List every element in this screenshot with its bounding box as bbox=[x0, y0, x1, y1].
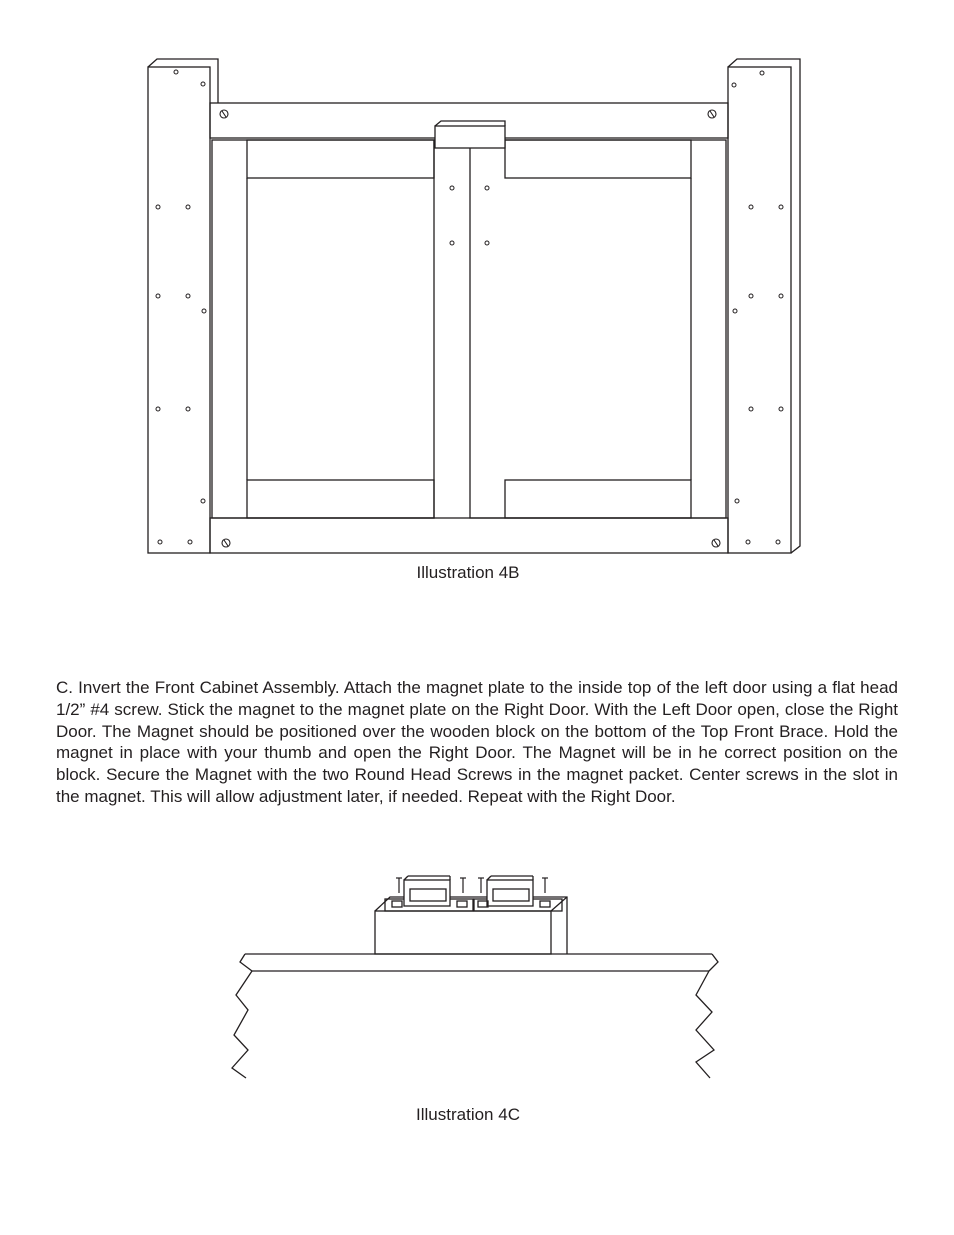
left-door bbox=[212, 140, 434, 518]
magnet-left bbox=[385, 876, 473, 911]
brace-board bbox=[232, 954, 718, 1078]
step-c-instructions: C. Invert the Front Cabinet Assembly. Attach the magnet plate to the inside top of the left door using a flat head 1/2” #4 screw. Stick the magnet to the magnet plate on the Right Door. With the Left Door open, close the Right Door. The Magnet should be positioned over the wooden block on the bottom of the Top Front Brace. Hold the magnet in place with your thumb and open the Right Door. The Magnet will be in he correct position on the block. Secure the Magnet with the two Round Head Screws in the magnet packet. Center screws in the slot in the magnet. This will allow adjustment later, if needed. Repeat with the Right Door. bbox=[56, 678, 898, 806]
illustration-4b-caption: Illustration 4B bbox=[416, 563, 520, 582]
right-door bbox=[470, 140, 726, 518]
magnet-right bbox=[474, 876, 562, 911]
bottom-brace bbox=[210, 518, 728, 553]
magnet-installation-drawing bbox=[0, 868, 954, 1083]
wooden-block bbox=[435, 121, 505, 148]
illustration-4c-caption: Illustration 4C bbox=[416, 1105, 520, 1124]
right-post bbox=[728, 59, 800, 553]
left-post bbox=[148, 59, 218, 553]
cabinet-assembly-drawing bbox=[0, 0, 954, 560]
